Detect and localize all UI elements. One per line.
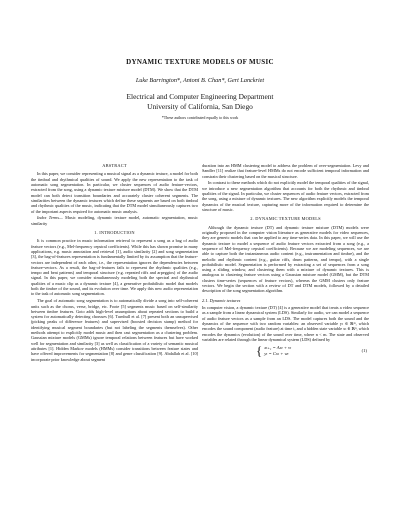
affiliation-department: Electrical and Computer Engineering Department <box>126 92 274 101</box>
abstract-heading: ABSTRACT <box>102 163 127 168</box>
equation-body <box>256 345 291 357</box>
right-column <box>202 163 369 357</box>
right-paragraph-1: duration into an HMM clustering model to address the problem of over-segmentation. Levy and Sandler [11] realize that feature-level HMMs do not encode sufficient temporal information and constrain their clustering based on the musical structure. <box>202 163 369 179</box>
introduction-heading: 1. INTRODUCTION <box>94 229 135 235</box>
equation-observation-line: yₜ = Cxₜ + wₜ <box>264 351 289 357</box>
equation-number: (1) <box>361 348 367 354</box>
right-paragraph-2: In contrast to these methods which do not explicitly model the temporal qualities of the signal, we introduce a new segmentation algorithm that accounts for both the rhythmic and timbral qualities of the signal. In particular, we cluster sequences of audio feature vectors, extracted from the song, using a mixture of dynamic textures. The new algorithm explicitly models the temporal dynamics of the musical texture, capturing more of the information required to determine the structure of music. <box>202 180 369 212</box>
abstract-text: In this paper, we consider representing a musical signal as a dynamic texture, a model for both the timbral and rhythmical qualities of sound. We apply the new representation to the task of automatic song segmentation. In particular, we cluster sequences of audio feature-vectors, extracted from the song, using a dynamic texture mixture model (DTM). We show that the DTM model can both detect transition boundaries and accurately cluster coherent segments. The similarities between the dynamic textures which define these segments are based on both timbral and rhythmic qualities of the music, indicating that the DTM model simultaneously captures two of the important aspects required for automatic music analysis. <box>31 171 198 214</box>
index-terms-text: Music modeling, dynamic texture model, automatic segmentation, music similarity <box>31 215 198 226</box>
equation-state-line: xₜ₊₁ = Axₜ + vₜ <box>264 345 292 351</box>
equation-lines <box>264 345 291 357</box>
equation-1 <box>202 345 369 357</box>
dynamic-textures-subheading: 2.1. Dynamic textures <box>202 297 241 303</box>
dt-paragraph-2: In computer vision, a dynamic texture (DT) [4] is a generative model that treats a video sequence as a sample from a linear dynamical system (LDS). Similarly for audio, we can model a sequence of audio feature vectors as a sample from an LDS. The model captures both the sound and the dynamics of the sequence with two random variables: an observed variable yₜ ∈ ℝᵐ, which encodes the sound component (audio feature) at time t, and a hidden state variable xₜ ∈ ℝⁿ, which encodes the dynamics (evolution) of the sound over time, where n < m. The state and observed variables are related through the linear dynamical system (LDS) defined by <box>202 305 369 342</box>
paper-authors: Luke Barrington*, Antoni B. Chan*, Gert Lanckriet <box>135 77 265 84</box>
equation-brace: { <box>256 343 263 359</box>
paper-title: DYNAMIC TEXTURE MODELS OF MUSIC <box>126 58 274 66</box>
index-terms <box>31 215 198 226</box>
index-terms-label: Index Terms— <box>37 215 63 221</box>
intro-paragraph-1: It is common practice in music information retrieval to represent a song as a bag of audio feature vectors (e.g., Mel-frequency cepstral coefficients). While this has shown promise in many applications, e.g. music annotation and retrieval [1], audio similarity [2] and song segmentation [3], the bag-of-features representation is fundamentally limited by its assumption that the feature-vectors are independent of each other, i.e., the representation ignores the dependencies between feature-vectors. As a result, the bag-of-features fails to represent the rhythmic qualities (e.g., tempo and beat patterns) and temporal structure (e.g. repeated riffs and arpeggios) of the audio signal. In this paper, we consider simultaneously modeling both the spectral and rhythmical qualities of a music clip as a dynamic texture [4], a generative probabilistic model that models both the timbre of the sound, and its evolution over time. We apply this new audio representation to the task of automatic song segmentation. <box>31 238 198 297</box>
left-column <box>31 163 198 363</box>
dt-paragraph-1: Although the dynamic texture (DT) and dynamic texture mixture (DTM) models were originally proposed in the computer vision literature as generative models for video sequences, they are generic models that can be applied to any time-series data. In this paper, we will use the dynamic texture to model a sequence of audio feature vectors extracted from a song (e.g., a sequence of Mel-frequency cepstral coefficients). Because we are modeling sequences, we are able to capture both the instantaneous audio content (e.g., instrumentation and timbre), and the melodic and rhythmic content (e.g., guitar riffs, drum patterns, and tempo), with a single probabilistic model. Segmentation is performed by extracting a set of sequences from a song using a sliding window, and clustering them with a mixture of dynamic textures. This is analogous to clustering feature vectors using a Gaussian mixture model (GMM), but the DTM clusters time-series (sequences of feature vectors), whereas the GMM clusters only feature vectors. We begin the section with a review of DT and DTM models, followed by a detailed description of the song segmentation algorithm. <box>202 224 369 294</box>
affiliation-university: University of California, San Diego <box>147 102 253 111</box>
intro-paragraph-2: The goal of automatic song segmentation is to automatically divide a song into self-coherent units such as the chorus, verse, bridge, etc. Foote [5] segments music based on self-similarity between timbre features. Goto adds high-level assumptions about repeated sections to build a system for automatically detecting choruses [6]. Turnbull et al. [7] present both an unsupervised (picking peaks of difference features) and supervised (boosted decision stump) method for identifying musical segment boundaries (but not labeling the segments themselves). Other methods attempt to explicitly model music and then cast segmentation as a clustering problem. Gaussian mixture models (GMMs) ignore temporal relations between features but have worked well for segmentation and similarity [3] as well as classification of a variety of semantic musical attributes [1]. Hidden Markov models (HMMs) consider transitions between feature states and have offered improvements for segmentation [8] and genre classification [9]. Abdallah et al. [10] incorporate prior knowledge about segment <box>31 298 198 362</box>
dynamic-texture-heading: 2. DYNAMIC TEXTURE MODELS <box>250 216 321 222</box>
equal-contribution-note: *These authors contributed equally to this work <box>161 115 239 120</box>
